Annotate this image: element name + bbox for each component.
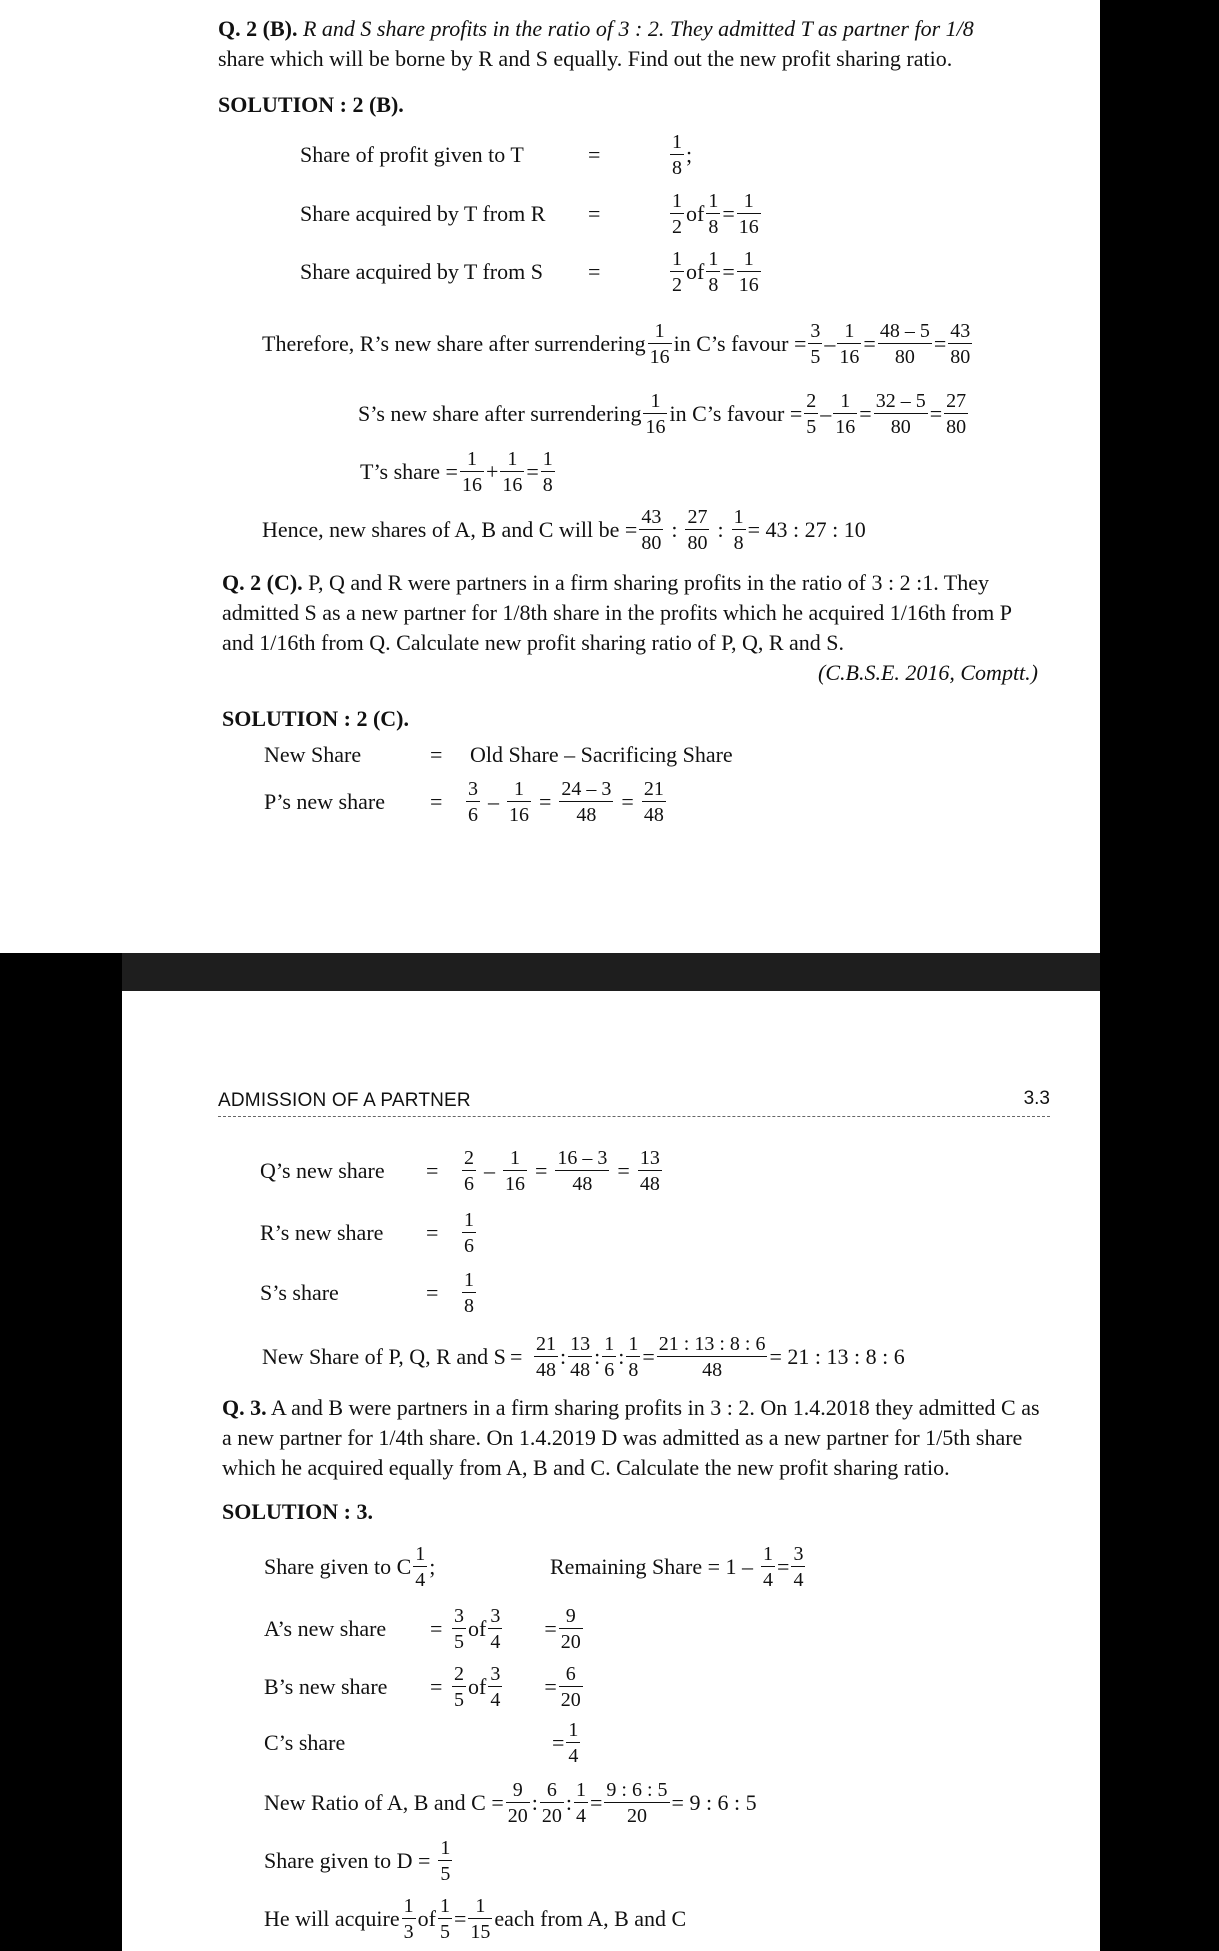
c-share: C’s share = $\frac{1}{4}$ <box>264 1719 579 1767</box>
t-share-line: T’s share = $\frac{1}{16}$ + $\frac{1}{16}$ = $\frac{1}{8}$ <box>360 448 553 496</box>
d-acquires-each: He will acquire $\frac{1}{3}$ of $\frac{1}{5}$ = $\frac{1}{15}$ each from A, B and C <box>264 1895 687 1943</box>
row-share-from-s: Share acquired by T from S = $\frac{1}{2}$ of $\frac{1}{8}$ = $\frac{1}{16}$ <box>300 248 759 296</box>
solution-3-heading: SOLUTION : 3. <box>222 1499 373 1524</box>
row-share-from-r: Share acquired by T from R = $\frac{1}{2}$ of $\frac{1}{8}$ = $\frac{1}{16}$ <box>300 190 759 238</box>
new-share-pqrs: New Share of P, Q, R and S = $\frac{21}{48}$ : $\frac{13}{48}$ : $\frac{1}{6}$ : $\frac{1}{8}$ = $\frac{21 : 13 : 8 : 6}{48}$ = 21 : 13 : 8 : 6 <box>262 1333 905 1381</box>
solution-2b-heading: SOLUTION : 2 (B). <box>218 92 404 117</box>
share-given-to-d: Share given to D = $\frac{1}{5}$ <box>264 1837 451 1885</box>
q-new-share: Q’s new share = $\frac{2}{6}$ – $\frac{1}{16}$ = $\frac{16 - 3}{48}$ = $\frac{13}{48}$ <box>260 1147 660 1195</box>
question-3: Q. 3. A and B were partners in a firm sharing profits in 3 : 2. On 1.4.2018 they admitted C as a new partner for 1/4th share. On 1.4.2019 D was admitted as a new partner for 1/5th share which he acquired equally from A, B and C. Calculate the new profit sharing ratio. <box>222 1395 1040 1480</box>
question-2c: Q. 2 (C). P, Q and R were partners in a firm sharing profits in the ratio of 3 : 2 :1. They admitted S as a new partner for 1/8th share in the profits which he acquired 1/16th from P and 1/16th from Q. Calculate new profit sharing ratio of P, Q, R and S. <box>222 570 1012 655</box>
page-separator <box>122 953 1100 991</box>
p-new-share: P’s new share = $\frac{3}{6}$ – $\frac{1}{16}$ = $\frac{24 - 3}{48}$ = $\frac{21}{48}$ <box>264 778 664 826</box>
running-head: ADMISSION OF A PARTNER <box>218 1090 471 1111</box>
page-number: 3.3 <box>1023 1088 1050 1109</box>
r-new-share: R’s new share = $\frac{1}{6}$ <box>260 1209 474 1257</box>
question-2b: Q. 2 (B). R and S share profits in the ratio of 3 : 2. They admitted T as partner for 1/8 share which will be borne by R and S equally. Find out the new profit sharing ratio. <box>218 16 974 71</box>
row-share-given-to-t: Share of profit given to T = $\frac{1}{8}$ ; <box>300 131 693 179</box>
textbook-page-bottom <box>122 991 1100 1951</box>
r-new-share-line: Therefore, R’s new share after surrendering $\frac{1}{16}$ in C’s favour = $\frac{3}{5}$ – $\frac{1}{16}$ = $\frac{48 - 5}{80}$ = $\frac{43}{80}$ <box>262 320 971 368</box>
new-share-definition: New Share = Old Share – Sacrificing Share <box>264 742 733 767</box>
s-share: S’s share = $\frac{1}{8}$ <box>260 1269 474 1317</box>
s-new-share-line: S’s new share after surrendering $\frac{1}{16}$ in C’s favour = $\frac{2}{5}$ – $\frac{1}{16}$ = $\frac{32 - 5}{80}$ = $\frac{27}{80}$ <box>358 390 967 438</box>
textbook-page-top <box>0 0 1100 953</box>
new-ratio-abc: New Ratio of A, B and C = $\frac{9}{20}$ : $\frac{6}{20}$ : $\frac{1}{4}$ = $\frac{9 : 6 : 5}{20}$ = 9 : 6 : 5 <box>264 1779 757 1827</box>
question-source: (C.B.S.E. 2016, Comptt.) <box>818 660 1038 685</box>
solution-2c-heading: SOLUTION : 2 (C). <box>222 706 410 731</box>
remaining-share: Remaining Share = 1 – $\frac{1}{4}$ = $\frac{3}{4}$ <box>550 1543 804 1591</box>
b-new-share: B’s new share = $\frac{2}{5}$ of $\frac{3}{4}$ = $\frac{6}{20}$ <box>264 1663 581 1711</box>
share-given-to-c: Share given to C $\frac{1}{4}$ ; <box>264 1543 436 1591</box>
hence-new-shares-line: Hence, new shares of A, B and C will be = $\frac{43}{80}$ : $\frac{27}{80}$ : $\frac{1}{8}$ = 43 : 27 : 10 <box>262 506 866 554</box>
a-new-share: A’s new share = $\frac{3}{5}$ of $\frac{3}{4}$ = $\frac{9}{20}$ <box>264 1605 581 1653</box>
header-divider <box>218 1116 1050 1117</box>
